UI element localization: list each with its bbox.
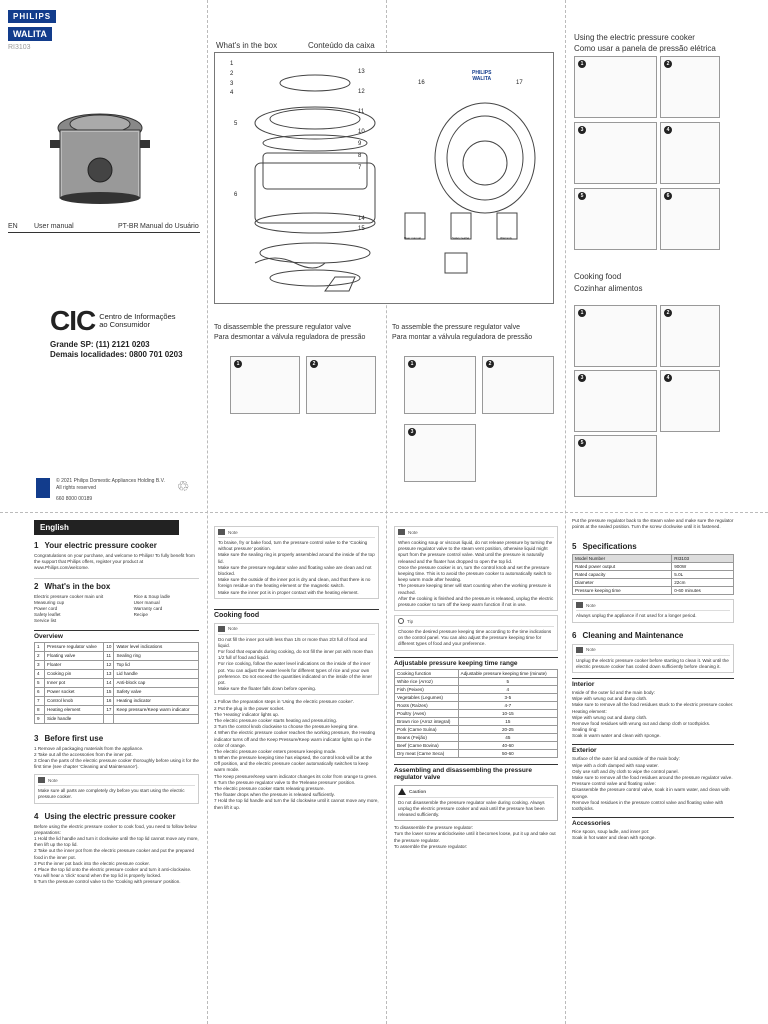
- s3-title: 3 Before first use: [34, 733, 104, 743]
- overview-row: 8 Heating element 17 Keep pressure/Keep warm indicator: [35, 705, 199, 714]
- callouts-right-lower: 10 9 8 7: [358, 129, 365, 171]
- panel-logo: PHILIPS WALITA: [472, 70, 492, 82]
- en-code: EN: [8, 223, 18, 230]
- tip-icon: [398, 618, 404, 624]
- spec-row: Diameter 22cm: [573, 579, 734, 587]
- spec-table: [572, 554, 734, 595]
- phone-other: Demais localidades: 0800 701 0203: [50, 350, 183, 360]
- interior-list: Inside of the outer lid and the main body: Wipe with wrung out and damp cloth. Make sure to remove all the food residues stuck to the electric pressure cooker. Heating element: Wipe with wrung out and damp cloth. Remove food residues with wrung out and damp cloth or toothpicks. Sealing ring: Soak in warm water and clean with sponge.: [572, 689, 734, 739]
- s1-title: 1 Your electric pressure cooker: [34, 541, 157, 550]
- box-illustration: [214, 52, 554, 304]
- dis-intro: To disassemble the pressure regulator:: [394, 825, 474, 831]
- use-step-3: 3: [574, 122, 657, 184]
- use-step-5: 5: [574, 188, 657, 250]
- overview-row: 7 Control knob 16 Heating indicator: [35, 696, 199, 705]
- overview-row: 1 Pressure regulator valve 10 Water level indications: [35, 642, 199, 651]
- range-row: Dry meat (Carne Seca) 50-60: [395, 749, 558, 757]
- cic-logo: CIC: [50, 305, 96, 336]
- walita-logo: WALITA: [8, 27, 52, 41]
- document-code: 660 8000 00189: [56, 496, 93, 502]
- model-number: RI3103: [8, 44, 31, 51]
- column-4: [572, 518, 734, 842]
- ass-intro: To assemble the pressure regulator:: [394, 843, 468, 849]
- accessories-title: Accessories: [572, 817, 734, 827]
- copyright-block: [36, 478, 206, 503]
- callout-5: 5: [234, 121, 238, 127]
- interior-title: Interior: [572, 678, 734, 688]
- cic-line1: Centro de Informações: [99, 311, 176, 321]
- disassemble-title-en: To disassemble the pressure regulator valve: [214, 324, 351, 331]
- s4-steps: 1 Hold the lid handle and turn it clockwise until the top lid cannot move any more, then lift up the top lid. 2 Take out the inner pot from the electric pressure cooker and put the prepared food in the inner pot. 3 Put the inner pot back into the electric pressure cooker. 4 Place the top lid onto the electric pressure cooker and turn it anti-clockwise. You will hear a 'click' sound when the top lid is properly locked. 5 Turn the pressure control valve to the 'Cooking with pressure' position.: [34, 836, 199, 885]
- callouts-left: 1 2 3 4: [230, 61, 234, 97]
- use-title-en: Using the electric pressure cooker: [574, 33, 695, 42]
- cooking-title-pt: Cozinhar alimentos: [574, 284, 643, 293]
- language-header: English: [34, 520, 179, 535]
- phone-sp: Grande SP: (11) 2121 0203: [50, 340, 150, 349]
- note-icon: [38, 777, 45, 783]
- booklet-3: Warranty: [500, 236, 513, 240]
- callout-17: 17: [516, 80, 523, 86]
- exterior-title: Exterior: [572, 744, 734, 754]
- s4-intro: Before using the electric pressure cooker to cook food, you need to follow below preparations:: [34, 823, 197, 835]
- pt-label: Manual do Usuário: [140, 223, 199, 230]
- clean-note: Note Unplug the electric pressure cooker before starting to clean it. Wait until the electric pressure cooker has cooled down sufficiently before cleaning it.: [572, 644, 734, 673]
- callout-16: 16: [418, 80, 425, 86]
- exterior-list: Surface of the outer lid and outside of the main body: Wipe with a cloth damped with soap water. Only use soft and dry cloth to wipe the control panel. Make sure to remove all the food residues around the pressure regulator valve. Pressure control valve and floating valve: Disassemble the pressure control valve, soak it in warm water, and clean with sponge. Remove food residues in the pressure control valve and floating valve with toothpicks.: [572, 756, 733, 811]
- product-image: [50, 90, 150, 220]
- callout-6: 6: [234, 192, 238, 198]
- cook-step-5: 5: [574, 435, 657, 497]
- cook-note: Note Do not fill the inner pot with less than 1/5 or more than 2/3 full of food and liquid. For food that expands during cooking, do not fill the inner pot with more than 1/2 full of food and liquid. For rice cooking, follow the water level indications on the inside of the inner pot. You can adjust the water levels for different types of rice and your own preference. Do not exceed the quantities indicated on the inside of the inner pot. Make sure the floater falls down before opening.: [214, 623, 379, 696]
- callouts-right: 13 12 11: [358, 69, 365, 115]
- cook-step-4: 4: [660, 370, 720, 432]
- cover: [8, 6, 206, 51]
- column-3: [394, 522, 558, 850]
- exploded-view-drawing: [215, 53, 553, 303]
- s3-note: Note Make sure all parts are completely dry before you start using the electric pressure cooker.: [34, 774, 199, 803]
- s4-title: 4 Using the electric pressure cooker: [34, 811, 176, 821]
- note-icon: [576, 602, 583, 608]
- range-row: Brown rice (Arroz integral) 15: [395, 717, 558, 725]
- assemble-title-pt: Para montar a válvula reguladora de pressão: [392, 334, 533, 341]
- overview-row: 5 Inner pot 14 Anti-block cap: [35, 678, 199, 687]
- note-icon: [218, 626, 225, 632]
- spec-title: 5 Specifications: [572, 542, 637, 552]
- note-icon: [218, 529, 225, 535]
- cook-step-1: 1: [574, 305, 657, 367]
- use-step-4: 4: [660, 122, 720, 184]
- column-2: [214, 522, 379, 811]
- range-row: Pork (Carne Suína) 20-25: [395, 725, 558, 733]
- column-1: [34, 520, 199, 886]
- use-step-6: 6: [660, 188, 720, 250]
- caution-box: Caution Do not disassemble the pressure regulator valve during cooking. Always unplug the electric pressure cooker and wait until the pressure has been released sufficiently.: [394, 785, 558, 822]
- cic-block: [50, 305, 210, 361]
- box-contents: Electric pressure cooker main unit Measuring cup Power cord Safety leaflet Service list Rice & Soup ladle User manual Warranty card Recipe: [34, 593, 171, 624]
- range-title: Adjustable pressure keeping time range: [394, 657, 558, 667]
- s3-steps: 1 Remove all packaging materials from the appliance. 2 Take out all the accessories from the inner pot. 3 Clean the parts of the electric pressure cooker thoroughly before using it for the first time (see chapter 'Cleaning and Maintenance').: [34, 745, 199, 770]
- philips-shield-icon: [36, 478, 50, 498]
- s2-title: 2 What's in the box: [34, 578, 199, 591]
- dis-step: Turn the lower screw anticlockwise until it becomes loose, put it up and take out the pressure regulator.: [394, 831, 556, 843]
- callouts-bottom: 14 15: [358, 216, 365, 232]
- range-row: Poultry (Aves) 10-15: [395, 709, 558, 717]
- spec-row: Model Number RI3103: [573, 555, 734, 563]
- pt-code: PT-BR: [118, 223, 139, 230]
- cic-line2: ao Consumidor: [99, 320, 151, 329]
- accessories-list: Rice spoon, soup ladle, and inner pot: Soak in hot water and clean with sponge.: [572, 829, 656, 841]
- dis-step-2: 2: [306, 356, 376, 414]
- recycle-icon: ♲: [176, 478, 190, 494]
- cook-step-2: 2: [660, 305, 720, 367]
- use-step-2: 2: [660, 56, 720, 118]
- overview-row: 2 Floating valve 11 Sealing ring: [35, 651, 199, 660]
- spec-row: Rated capacity 5.0L: [573, 571, 734, 579]
- copyright-line2: All rights reserved: [56, 484, 97, 491]
- time-range-table: Cooking function Adjustable pressure keeping time (minute) White rice (Arroz) 5 Fish (Peixes) 4 Vegetables (Legumes) 3-5 Roots (Raízes) 4-7 Poultry (Aves) 10-15 Brown rice (Arroz integral) 15 Pork (Carne Suína) 20-25 Beans (Feijão) 45 Beef (Carne Bovina) 40-60 Dry meat (Carne Seca) 50-60: [394, 669, 558, 758]
- cook-step-3: 3: [574, 370, 657, 432]
- soup-note: Note When cooking soup or viscous liquid, do not release pressure by turning the pressure regulator valve to the steam vent position, otherwise liquid might spurt from the pressure control valve. Wait until the pressure is naturally released and the floater has dropped to open the top lid. Once the pressure cooker is on, turn the control knob and set the pressure keeping time. This is to avoid the pressure cooker to automatically switch to keep warm mode after heating. The pressure keeping timer will start counting when the working pressure is reached. After the cooking is finished and the pressure is released, unplug the electric pressure cooker to turn off the keep warm function if not in use.: [394, 526, 558, 611]
- cook-title: Cooking food: [214, 609, 379, 619]
- overview-title: Overview: [34, 630, 199, 640]
- note-icon: [398, 529, 405, 535]
- note-icon: [576, 647, 583, 653]
- range-row: Beans (Feijão) 45: [395, 733, 558, 741]
- spec-note: Note Always unplug the appliance if not used for a longer period.: [572, 599, 734, 622]
- s1-text: Congratulations on your purchase, and welcome to Philips! To fully benefit from the support that Philips offers, register your product at www.Philips.com/welcome.: [34, 553, 195, 571]
- spec-row: Rated power output 900W: [573, 563, 734, 571]
- tip-box: Tip Choose the desired pressure keeping time according to the time indications on the control panel. You can also adjust the pressure keeping time for different types of food and your preference.: [394, 615, 558, 651]
- cooking-title-en: Cooking food: [574, 272, 622, 281]
- clean-title: 6 Cleaning and Maintenance: [572, 630, 684, 640]
- overview-row: 3 Floater 12 Top lid: [35, 660, 199, 669]
- regulator-note: Put the pressure regulator back to the steam valve and make sure the regulator points at the sealed position. Turn the screw clockwise until it is fastened.: [572, 518, 734, 530]
- ass-step-3: 3: [404, 424, 476, 482]
- range-row: Fish (Peixes) 4: [395, 685, 558, 693]
- spec-row: Pressure keeping time 0-60 minutes: [573, 587, 734, 595]
- prep-note: Note To braise, fry or bake food, turn the pressure control valve to the 'Cooking without pressure' position. Make sure the sealing ring is properly assembled around the inside of the top lid. Make sure the pressure regulator valve and floating valve are clean and not blocked. Make sure the outside of the inner pot is dry and clean, and that there is no foreign residue on the heating element or the magnetic switch. Make sure the inner pot is in proper contact with the heating element.: [214, 526, 379, 599]
- overview-row: 9 Side handle: [35, 714, 199, 723]
- booklet-1: User manual: [404, 236, 422, 240]
- ass-step-2: 2: [482, 356, 554, 414]
- en-label: User manual: [34, 223, 74, 230]
- booklet-2: Safety leaflet: [452, 236, 470, 240]
- disassemble-title-pt: Para desmontar a válvula reguladora de pressão: [214, 334, 366, 341]
- box-title-pt: Conteúdo da caixa: [308, 41, 375, 50]
- copyright-line1: © 2021 Philips Domestic Appliances Holding B.V.: [56, 478, 165, 484]
- assy-title: Assembling and disassembling the pressure regulator valve: [394, 764, 558, 781]
- overview-row: 6 Power socket 15 Safety valve: [35, 687, 199, 696]
- overview-row: 4 Cooking pin 13 Lid handle: [35, 669, 199, 678]
- range-row: Beef (Carne Bovina) 40-60: [395, 741, 558, 749]
- caution-icon: [398, 788, 406, 795]
- cook-steps: 1 Follow the preparation steps in 'Using the electric pressure cooker'. 2 Put the plug in the power socket. The 'Heating' indicator lights up. The electric pressure cooker starts heating and pressurizing. 3 Turn the control knob clockwise to choose the pressure keeping time. 4 When the electric pressure cooker reaches the working pressure, the Heating indicator turns off and the Keep Pressure/Keep warm indicator lights up in the color of orange. The electric pressure cooker enters pressure keeping mode. 5 When the pressure keeping time has elapsed, the control knob will be at the Off position, and the electric pressure cooker automatically switches to keep warm mode. The Keep pressure/Keep warm indicator changes its color from orange to green. 6 Turn the pressure regulator valve to the 'Release pressure' position. The electric pressure cooker starts releasing pressure. The floater drops when the pressure is released sufficiently. 7 Hold the top lid handle and turn the lid clockwise until it cannot move any more, then lift it up.: [214, 699, 379, 810]
- philips-logo: PHILIPS: [8, 10, 56, 23]
- range-row: Roots (Raízes) 4-7: [395, 701, 558, 709]
- overview-table: [34, 642, 199, 724]
- ass-step-1: 1: [404, 356, 476, 414]
- box-title-en: What's in the box: [216, 41, 278, 50]
- use-step-1: 1: [574, 56, 657, 118]
- range-row: White rice (Arroz) 5: [395, 677, 558, 685]
- assemble-title-en: To assemble the pressure regulator valve: [392, 324, 521, 331]
- range-row: Vegetables (Legumes) 3-5: [395, 693, 558, 701]
- use-title-pt: Como usar a panela de pressão elétrica: [574, 44, 716, 53]
- dis-step-1: 1: [230, 356, 300, 414]
